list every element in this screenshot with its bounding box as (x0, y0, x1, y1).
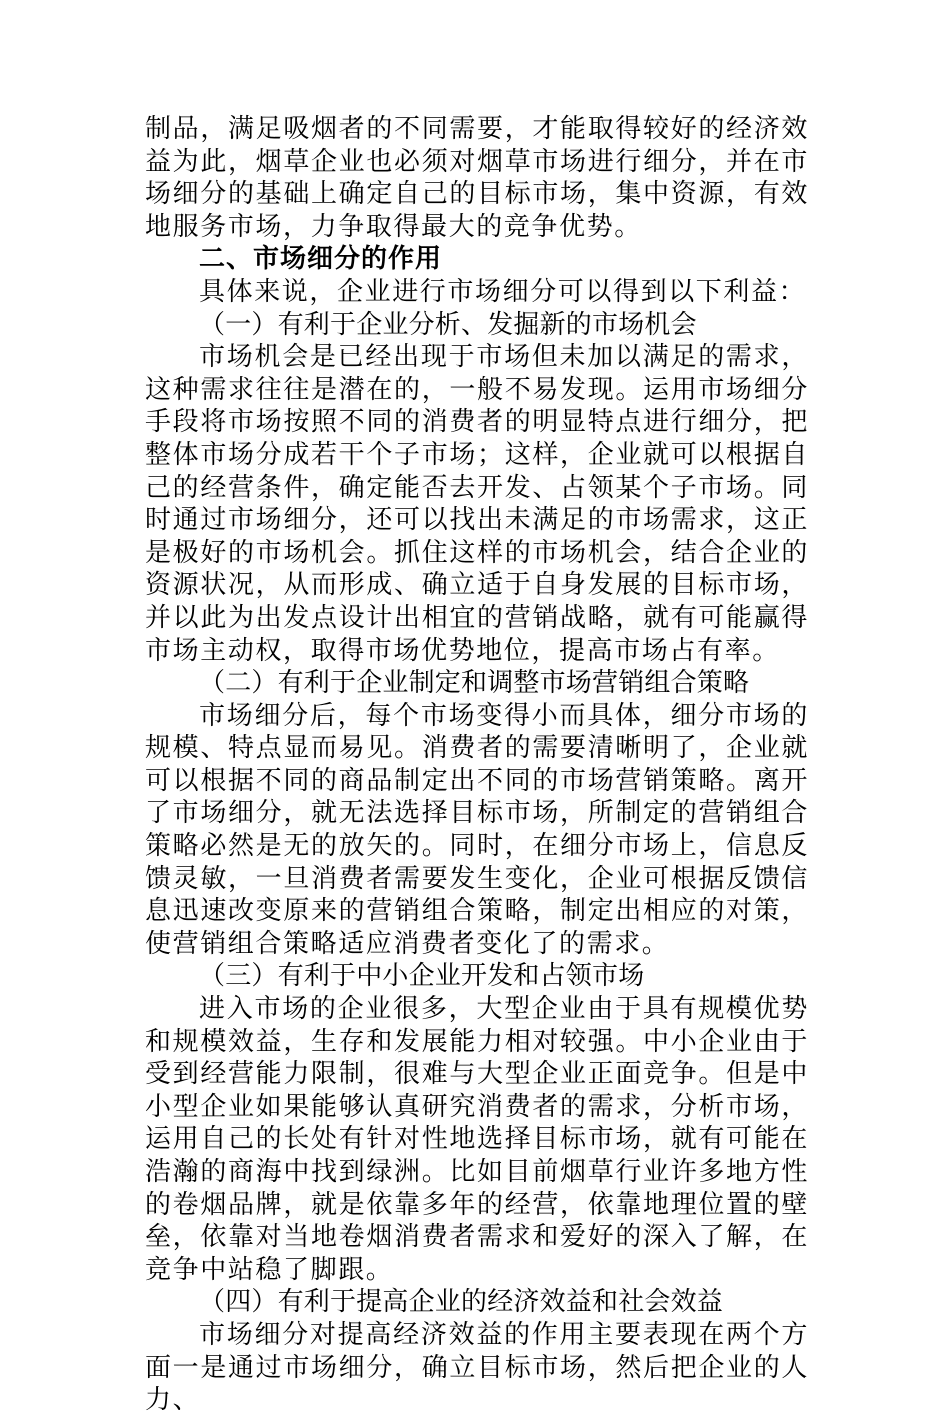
subsection-title: （四）有利于提高企业的经济效益和社会效益 (199, 1287, 724, 1318)
section-heading: 二、市场细分的作用 (199, 244, 443, 275)
subsection-title: （三）有利于中小企业开发和占领市场 (199, 961, 645, 992)
subsection-body: 市场机会是已经出现于市场但未加以满足的需求，这种需求往往是潜在的，一般不易发现。运用市场细分手段将市场按照不同的消费者的明显特点进行细分，把整体市场分成若干个子市场；这样，企业就可以根据自己的经营条件，确定能否去开发、占领某个子市场。同时通过市场细分，还可以找出未满足的市场需求，这正是极好的市场机会。抓住这样的市场机会，结合企业的资源状况，从而形成、确立适于自身发展的目标市场，并以此为出发点设计出相宜的营销战略，就有可能赢得市场主动权，取得市场优势地位，提高市场占有率。 (145, 342, 809, 666)
subsection-body: 市场细分后，每个市场变得小而具体，细分市场的规模、特点显而易见。消费者的需要清晰明了，企业就可以根据不同的商品制定出不同的市场营销策略。离开了市场细分，就无法选择目标市场，所制定的营销组合策略必然是无的放矢的。同时，在细分市场上，信息反馈灵敏，一旦消费者需要发生变化，企业可根据反馈信息迅速改变原来的营销组合策略，制定出相应的对策，使营销组合策略适应消费者变化了的需求。 (145, 700, 809, 959)
intro-paragraph: 制品，满足吸烟者的不同需要，才能取得较好的经济效益为此，烟草企业也必须对烟草市场进行细分，并在市场细分的基础上确定自己的目标市场，集中资源，有效地服务市场，力争取得最大的竞争优势。 (145, 114, 809, 242)
subsection-body: 进入市场的企业很多，大型企业由于具有规模优势和规模效益，生存和发展能力相对较强。中小企业由于受到经营能力限制，很难与大型企业正面竞争。但是中小型企业如果能够认真研究消费者的需求，分析市场，运用自己的长处有针对性地选择目标市场，就有可能在浩瀚的商海中找到绿洲。比如目前烟草行业许多地方性的卷烟品牌，就是依靠多年的经营，依靠地理位置的壁垒，依靠对当地卷烟消费者需求和爱好的深入了解，在竞争中站稳了脚跟。 (145, 994, 809, 1285)
document-page (145, 113, 809, 1417)
subsection-title: （一）有利于企业分析、发掘新的市场机会 (199, 309, 697, 340)
subsection-title: （二）有利于企业制定和调整市场营销组合策略 (199, 668, 750, 699)
subsection-body: 市场细分对提高经济效益的作用主要表现在两个方面一是通过市场细分，确立目标市场，然后把企业的人力、 (145, 1319, 809, 1416)
lead-sentence: 具体来说，企业进行市场细分可以得到以下利益： (199, 276, 807, 307)
